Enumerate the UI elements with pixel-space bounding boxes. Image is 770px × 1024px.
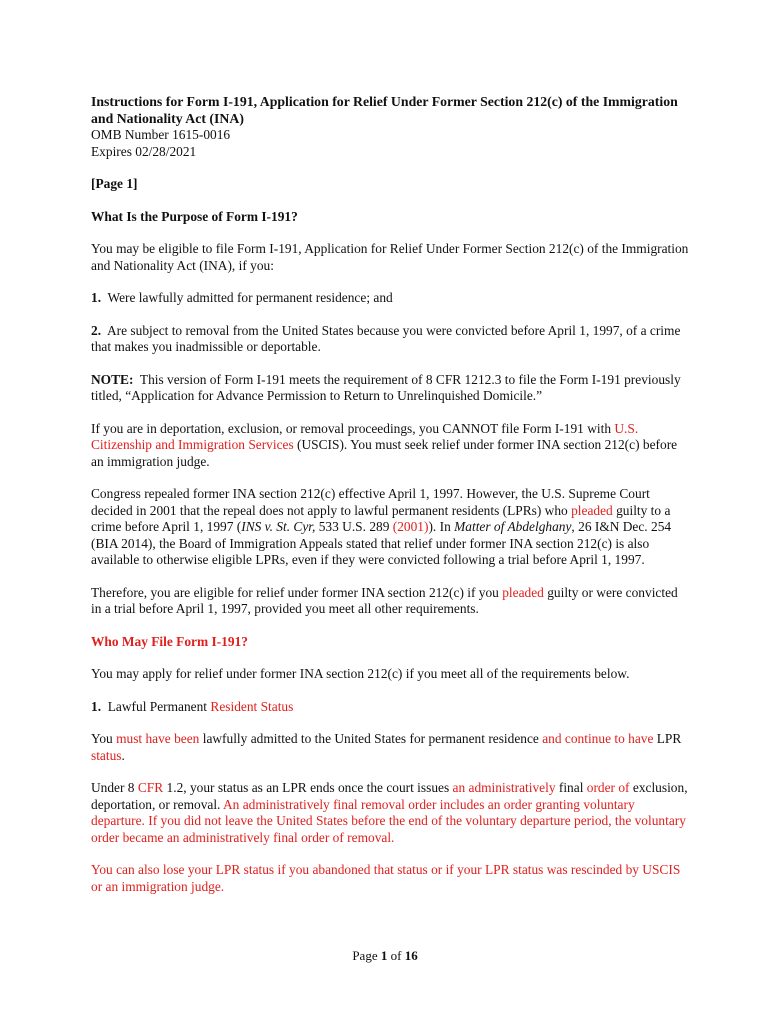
text-run: Congress repealed former INA section 212(c) effective April 1, 1997. However, the U.S. Supreme Court decided in 2001 that the repeal does not apply to lawful permanent residents (LPRs) who bbox=[91, 486, 650, 518]
highlight-text: must have been bbox=[116, 731, 200, 746]
note-label: NOTE: bbox=[91, 371, 134, 387]
document-page bbox=[91, 94, 691, 895]
case-citation: Matter of Abdelghany bbox=[454, 519, 572, 534]
text-run: guilty or were convicted in a trial before April 1, 1997, provided you meet all other requirements. bbox=[91, 584, 678, 616]
who-may-file-heading: Who May File Form I-191? bbox=[91, 633, 248, 649]
text-run: (USCIS). You must seek relief under former INA section 212(c) before an immigration judge. bbox=[91, 437, 678, 469]
page-word: Page bbox=[352, 948, 378, 963]
text-run: lawfully admitted to the United States for permanent residence bbox=[199, 731, 543, 746]
omb-number: OMB Number 1615-0016 bbox=[91, 127, 231, 142]
highlight-text: and continue to have bbox=[542, 731, 654, 746]
text-run: Therefore, you are eligible for relief under former INA section 212(c) if you bbox=[91, 584, 503, 600]
purpose-item-1 bbox=[91, 290, 691, 307]
item-text: Are subject to removal from the United States because you were convicted before April 1, 1997, of a crime that makes you inadmissible or deportable. bbox=[91, 322, 681, 354]
highlight-text: order of bbox=[586, 780, 630, 795]
highlight-text: pleaded bbox=[571, 502, 613, 518]
highlight-text: An administratively final removal order includes an order granting voluntary departure. If you did not leave the United States before the end of the voluntary departure period, the voluntary order became an administratively final order of removal. bbox=[91, 796, 686, 845]
purpose-item-2 bbox=[91, 323, 691, 356]
item-number: 1. bbox=[91, 290, 102, 305]
document-title: Instructions for Form I-191, Application for Relief Under Former Section 212(c) of the Immigration and Nationality Act (INA) bbox=[91, 94, 678, 126]
therefore-paragraph bbox=[91, 585, 691, 618]
text-run: If you are in deportation, exclusion, or removal proceedings, you CANNOT file Form I-191 with bbox=[91, 420, 615, 436]
who-intro: You may apply for relief under former INA section 212(c) if you meet all of the requirements below. bbox=[91, 666, 630, 681]
purpose-intro: You may be eligible to file Form I-191, Application for Relief Under Former Section 212(c) of the Immigration and Nationality Act (INA), if you: bbox=[91, 241, 689, 273]
text-run: 533 U.S. 289 bbox=[315, 519, 393, 534]
page-number: 1 bbox=[380, 948, 388, 963]
text-run: final bbox=[555, 780, 587, 795]
text-run: You bbox=[91, 731, 117, 746]
text-run: 1.2, your status as an LPR ends once the court issues bbox=[163, 780, 453, 795]
congress-paragraph bbox=[91, 486, 691, 569]
text-run: Lawful Permanent bbox=[107, 698, 211, 714]
text-run: exclusion, deportation, or removal. bbox=[91, 780, 688, 812]
item-number: 2. bbox=[91, 322, 102, 338]
uscis-link[interactable]: U.S. Citizenship and Immigration Services bbox=[91, 420, 639, 452]
text-run: . bbox=[121, 747, 125, 763]
page-marker: [Page 1] bbox=[91, 176, 138, 191]
highlight-text: (2001) bbox=[392, 519, 429, 534]
text-run: guilty to a crime before April 1, 1997 ( bbox=[91, 502, 671, 534]
of-word: of bbox=[390, 948, 402, 963]
highlight-text: pleaded bbox=[502, 584, 544, 600]
note-text: This version of Form I-191 meets the requirement of 8 CFR 1212.3 to file the Form I-191 previously titled, “Application for Advance Permission to Return to Unrelinquished Domicile.” bbox=[91, 371, 681, 403]
must-have-paragraph bbox=[91, 731, 691, 764]
highlight-text: status bbox=[91, 747, 122, 763]
highlight-text: Resident Status bbox=[210, 698, 294, 714]
text-run: LPR bbox=[653, 731, 682, 746]
text-run: Under 8 bbox=[91, 780, 138, 795]
cfr-paragraph bbox=[91, 780, 691, 846]
page-footer bbox=[0, 948, 770, 964]
highlight-text: an administratively bbox=[452, 780, 556, 795]
text-run: , 26 I&N Dec. 254 (BIA 2014), the Board of Immigration Appeals stated that relief under former INA section 212(c) is also available to otherwise eligible LPRs, even if they were convicted following a trial before April 1, 1997. bbox=[91, 519, 672, 567]
expiration-date: Expires 02/28/2021 bbox=[91, 143, 197, 159]
item-text: Were lawfully admitted for permanent residence; and bbox=[107, 290, 393, 305]
requirement-item-1 bbox=[91, 699, 691, 716]
item-number: 1. bbox=[91, 698, 102, 714]
highlight-text: CFR bbox=[137, 780, 164, 795]
text-run: ). In bbox=[428, 519, 455, 534]
note-paragraph bbox=[91, 372, 691, 405]
total-pages: 16 bbox=[404, 948, 418, 963]
case-citation: INS v. St. Cyr, bbox=[241, 519, 316, 534]
deportation-paragraph bbox=[91, 421, 691, 471]
lose-status-paragraph: You can also lose your LPR status if you abandoned that status or if your LPR status was rescinded by USCIS or an immigration judge. bbox=[91, 862, 681, 894]
purpose-heading: What Is the Purpose of Form I-191? bbox=[91, 208, 298, 224]
